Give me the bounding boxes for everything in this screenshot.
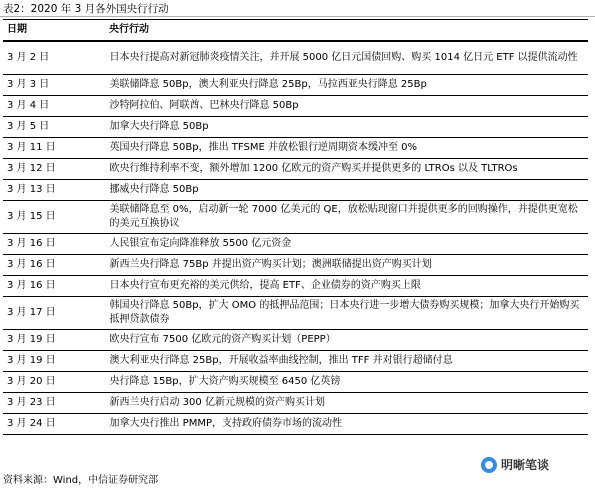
row-date: 3 月 16 日 xyxy=(3,234,105,255)
row-date: 3 月 19 日 xyxy=(3,330,105,351)
row-date: 3 月 2 日 xyxy=(3,41,105,75)
row-action: 美联储降息至 0%，启动新一轮 7000 亿美元的 QE，放松贴现窗口并提供更多的回购操作，并提供更宽松的美元互换协议 xyxy=(105,201,588,234)
table-header-row xyxy=(3,20,588,42)
table-row xyxy=(3,159,588,180)
table-row xyxy=(3,234,588,255)
row-date: 3 月 11 日 xyxy=(3,138,105,159)
row-date: 3 月 15 日 xyxy=(3,201,105,234)
row-action: 加拿大央行推出 PMMP，支持政府债券市场的流动性 xyxy=(105,414,588,435)
row-action: 英国央行降息 50Bp，推出 TFSME 并放松银行逆周期资本缓冲至 0% xyxy=(105,138,588,159)
row-date: 3 月 16 日 xyxy=(3,276,105,297)
header-date: 日期 xyxy=(3,20,105,42)
table-caption: 表2：2020 年 3 月各外国央行行动 xyxy=(3,3,169,15)
row-action: 欧央行维持利率不变，额外增加 1200 亿欧元的资产购买并提供更多的 LTROs 以及 TLTROs xyxy=(105,159,588,180)
row-action: 加拿大央行降息 50Bp xyxy=(105,117,588,138)
row-action: 新西兰央行启动 300 亿新元规模的资产购买计划 xyxy=(105,393,588,414)
row-action: 日本央行宣布更充裕的美元供给，提高 ETF、企业债券的资产购买上限 xyxy=(105,276,588,297)
row-date: 3 月 20 日 xyxy=(3,372,105,393)
row-action: 沙特阿拉伯、阿联酋、巴林央行降息 50Bp xyxy=(105,96,588,117)
table-row xyxy=(3,255,588,276)
table-row xyxy=(3,138,588,159)
table-row xyxy=(3,180,588,201)
row-action: 央行降息 15Bp，扩大资产购买规模至 6450 亿英镑 xyxy=(105,372,588,393)
row-action: 美联储降息 50Bp，澳大利亚央行降息 25Bp，马拉西亚央行降息 25Bp xyxy=(105,75,588,96)
row-date: 3 月 3 日 xyxy=(3,75,105,96)
table-row xyxy=(3,372,588,393)
table-row xyxy=(3,201,588,234)
table-row xyxy=(3,393,588,414)
table-row xyxy=(3,276,588,297)
table-row xyxy=(3,414,588,435)
table-row xyxy=(3,41,588,75)
row-date: 3 月 23 日 xyxy=(3,393,105,414)
row-action: 新西兰央行降息 75Bp 并提出资产购买计划；澳洲联储提出资产购买计划 xyxy=(105,255,588,276)
row-date: 3 月 16 日 xyxy=(3,255,105,276)
table-row xyxy=(3,75,588,96)
row-date: 3 月 17 日 xyxy=(3,297,105,330)
central-bank-actions-table xyxy=(3,19,588,435)
table-row xyxy=(3,117,588,138)
table-row xyxy=(3,330,588,351)
row-action: 澳大利亚央行降息 25Bp，开展收益率曲线控制，推出 TFF 并对银行超储付息 xyxy=(105,351,588,372)
row-date: 3 月 19 日 xyxy=(3,351,105,372)
row-date: 3 月 24 日 xyxy=(3,414,105,435)
row-action: 人民银宣布定向降准释放 5500 亿元资金 xyxy=(105,234,588,255)
watermark-text: 明晰笔谈 xyxy=(501,458,550,472)
table-row xyxy=(3,351,588,372)
header-action: 央行行动 xyxy=(105,20,588,42)
row-action: 挪威央行降息 50Bp xyxy=(105,180,588,201)
row-date: 3 月 13 日 xyxy=(3,180,105,201)
row-action: 韩国央行降息 50Bp，扩大 OMO 的抵押品范围；日本央行进一步增大债券购买规模；加拿大央行开始购买抵押贷款债券 xyxy=(105,297,588,330)
row-date: 3 月 4 日 xyxy=(3,96,105,117)
row-date: 3 月 12 日 xyxy=(3,159,105,180)
caption-divider xyxy=(0,16,595,17)
row-action: 欧央行宣布 7500 亿欧元的资产购买计划（PEPP） xyxy=(105,330,588,351)
table-row xyxy=(3,96,588,117)
row-action: 日本央行提高对新冠肺炎疫情关注，并开展 5000 亿日元国债回购、购买 1014 亿日元 ETF 以提供流动性 xyxy=(105,41,588,75)
table-row xyxy=(3,297,588,330)
watermark xyxy=(478,455,552,474)
row-date: 3 月 5 日 xyxy=(3,117,105,138)
source-note: 资料来源：Wind，中信证券研究部 xyxy=(3,475,159,486)
wechat-logo-icon xyxy=(481,457,497,473)
